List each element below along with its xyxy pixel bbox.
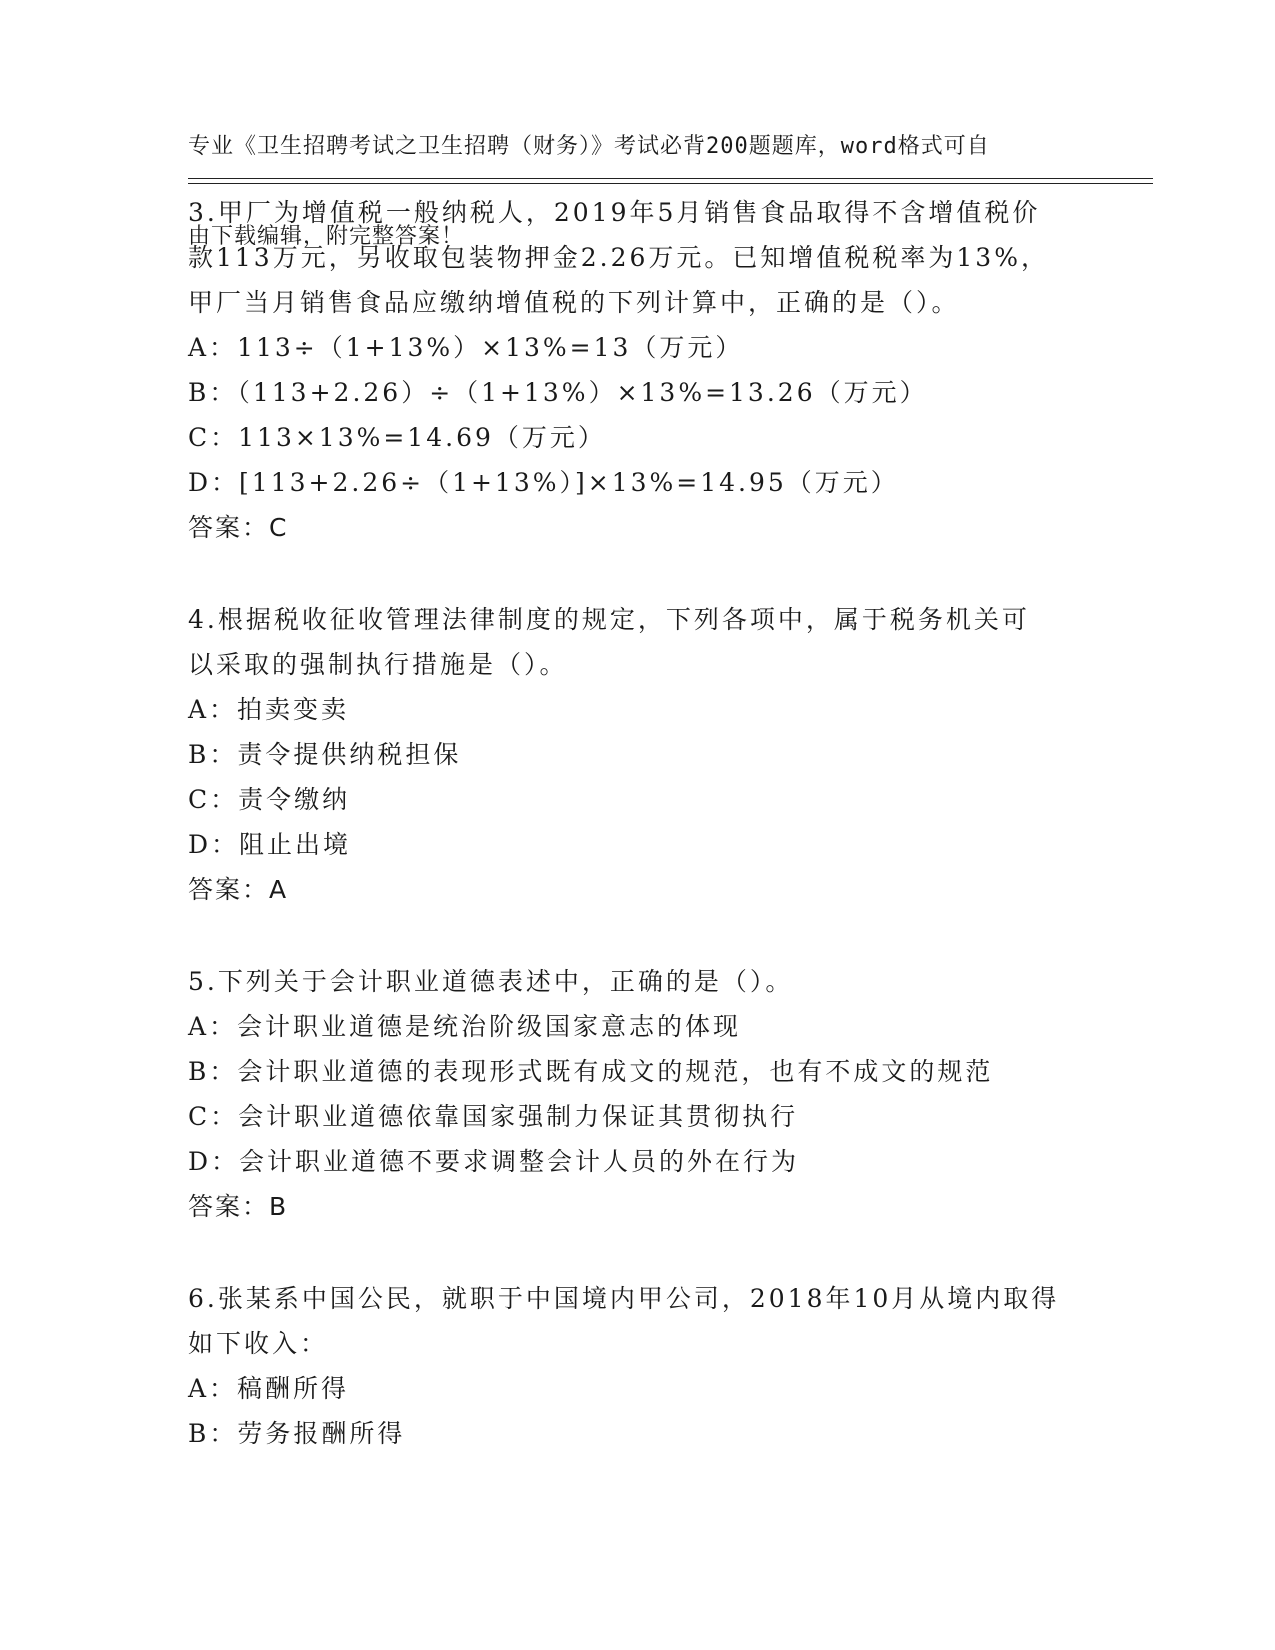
option-b: B：劳务报酬所得 [188,1419,406,1448]
header-line-1: 专业《卫生招聘考试之卫生招聘（财务）》考试必背200题题库，word格式可自 [188,134,990,159]
question-stem-line: 5.下列关于会计职业道德表述中，正确的是（）。 [188,967,794,996]
question-stem-line: 以采取的强制执行措施是（）。 [188,650,568,679]
answer-line: 答案：B [188,1192,289,1221]
question-spacer [188,550,1088,597]
question-stem-line: 款113万元，另收取包装物押金2.26万元。已知增值税税率为13%， [188,243,1049,272]
question-stem-line: 6.张某系中国公民，就职于中国境内甲公司，2018年10月从境内取得 [188,1284,1060,1313]
question-3 [188,190,1088,550]
question-stem-line: 如下收入： [188,1329,329,1358]
question-spacer [188,1229,1088,1276]
question-spacer [188,912,1088,959]
question-stem-line: 3.甲厂为增值税一般纳税人，2019年5月销售食品取得不含增值税价 [188,198,1041,227]
option-b: B：会计职业道德的表现形式既有成文的规范，也有不成文的规范 [188,1057,994,1086]
answer-line: 答案：C [188,513,289,542]
option-a: A：拍卖变卖 [188,695,350,724]
option-d: D：会计职业道德不要求调整会计人员的外在行为 [188,1147,800,1176]
option-a: A：会计职业道德是统治阶级国家意志的体现 [188,1012,742,1041]
option-c: C：113×13%=14.69（万元） [188,423,606,452]
question-5 [188,959,1088,1229]
header-divider-bottom [188,183,1153,184]
option-b: B：（113+2.26）÷（1+13%）×13%=13.26（万元） [188,378,928,407]
question-stem-line: 甲厂当月销售食品应缴纳增值税的下列计算中，正确的是（）。 [188,288,960,317]
option-a: A：113÷（1+13%）×13%=13（万元） [188,333,744,362]
option-b: B：责令提供纳税担保 [188,740,462,769]
option-c: C：责令缴纳 [188,785,351,814]
header-divider-top [188,178,1153,179]
header-line-2: 由下载编辑，附完整答案！ [188,224,465,249]
option-d: D：[113+2.26÷（1+13%）]×13%=14.95（万元） [188,468,899,497]
option-d: D：阻止出境 [188,830,352,859]
option-a: A：稿酬所得 [188,1374,350,1403]
answer-line: 答案：A [188,875,289,904]
question-4 [188,597,1088,912]
question-list [188,190,1088,1456]
question-stem-line: 4.根据税收征收管理法律制度的规定，下列各项中，属于税务机关可 [188,605,1030,634]
question-6 [188,1276,1088,1456]
option-c: C：会计职业道德依靠国家强制力保证其贯彻执行 [188,1102,799,1131]
